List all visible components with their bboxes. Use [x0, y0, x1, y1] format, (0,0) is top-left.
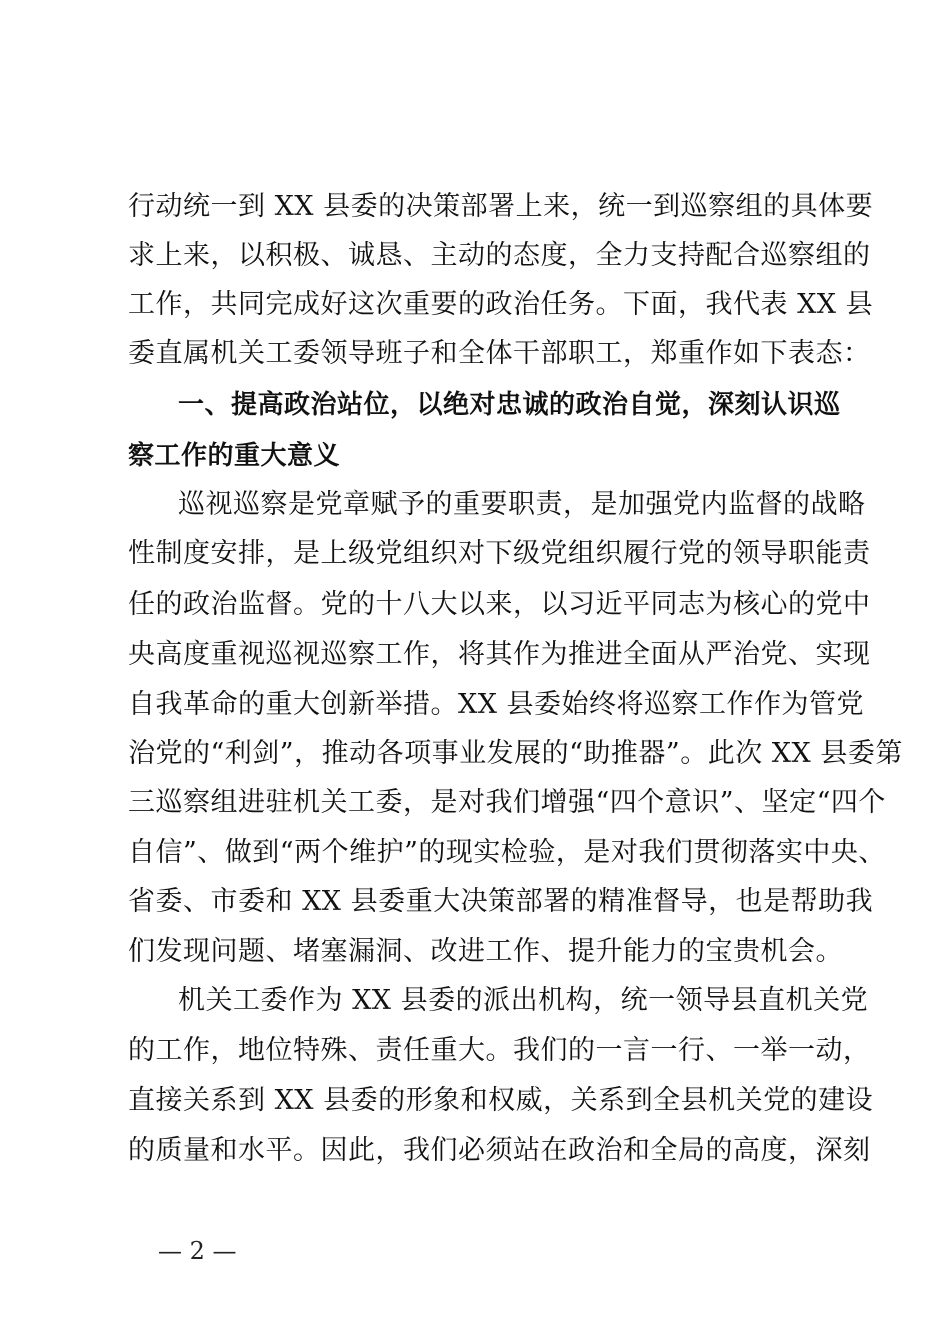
body-line: 求上来，以积极、诚恳、主动的态度，全力支持配合巡察组的: [128, 240, 871, 271]
body-line: 行动统一到 XX 县委的决策部署上来，统一到巡察组的具体要: [128, 191, 874, 222]
body-line: 巡视巡察是党章赋予的重要职责，是加强党内监督的战略: [178, 489, 866, 520]
body-line: 性制度安排，是上级党组织对下级党组织履行党的领导职能责: [128, 538, 871, 569]
body-line: 们发现问题、堵塞漏洞、改进工作、提升能力的宝贵机会。: [128, 936, 843, 967]
body-line: 工作，共同完成好这次重要的政治任务。下面，我代表 XX 县: [128, 289, 874, 320]
body-line: 治党的“利剑”，推动各项事业发展的“助推器”。此次 XX 县委第: [128, 738, 903, 769]
section-heading: 察工作的重大意义: [128, 441, 341, 471]
body-line: 直接关系到 XX 县委的形象和权威，关系到全县机关党的建设: [128, 1085, 874, 1116]
body-line: 机关工委作为 XX 县委的派出机构，统一领导县直机关党: [178, 985, 869, 1016]
body-line: 自信”、做到“两个维护”的现实检验，是对我们贯彻落实中央、: [128, 837, 886, 868]
body-line: 省委、市委和 XX 县委重大决策部署的精准督导，也是帮助我: [128, 886, 874, 917]
body-line: 自我革命的重大创新举措。XX 县委始终将巡察工作作为管党: [128, 689, 865, 720]
body-line: 任的政治监督。党的十八大以来，以习近平同志为核心的党中: [128, 589, 871, 620]
section-heading: 一、提高政治站位，以绝对忠诚的政治自觉，深刻认识巡: [178, 390, 841, 420]
body-line: 的工作，地位特殊、责任重大。我们的一言一行、一举一动，: [128, 1035, 871, 1066]
body-line: 三巡察组进驻机关工委，是对我们增强“四个意识”、坚定“四个: [128, 787, 886, 818]
body-line: 央高度重视巡视巡察工作，将其作为推进全面从严治党、实现: [128, 639, 871, 670]
body-line: 委直属机关工委领导班子和全体干部职工，郑重作如下表态：: [128, 338, 871, 369]
page-number: — 2 —: [158, 1237, 237, 1265]
body-line: 的质量和水平。因此，我们必须站在政治和全局的高度，深刻: [128, 1135, 871, 1166]
